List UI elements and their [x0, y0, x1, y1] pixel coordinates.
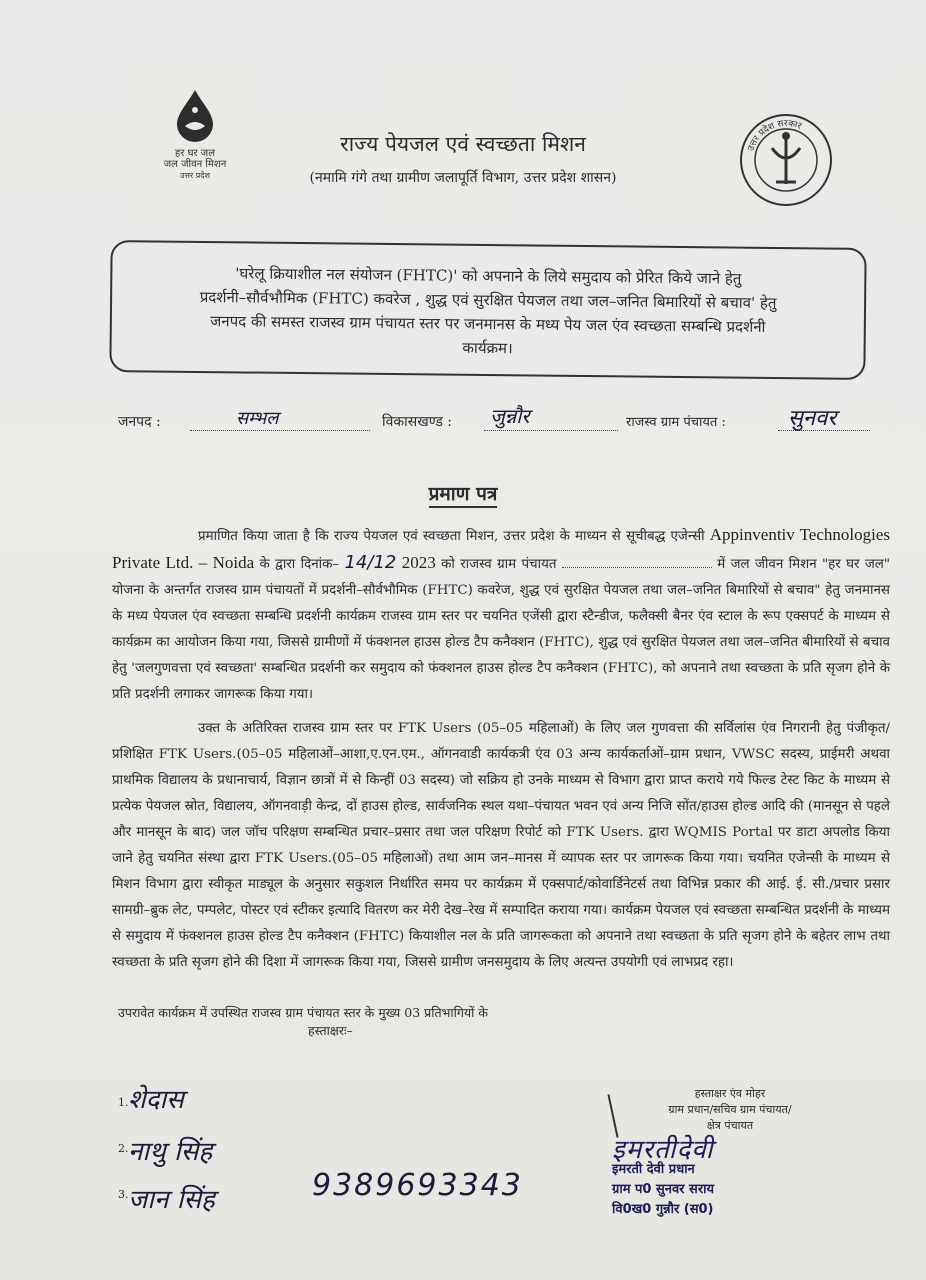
stamp-line-1: इमरती देवी प्रधान	[612, 1162, 695, 1177]
district-field	[190, 412, 370, 431]
svg-text:उत्तर प्रदेश सरकार	[746, 119, 803, 153]
pradhan-signature: इमरतीदेवी	[612, 1135, 714, 1165]
panchayat-blank	[562, 567, 712, 568]
date-year: 2023	[401, 553, 436, 572]
participant-signature-1: शेदास	[128, 1085, 184, 1115]
logo-text-1: हर घर जल	[175, 148, 215, 159]
participant-signature-2: नाथु सिंह	[128, 1137, 213, 1167]
sig2-number: 2.	[118, 1142, 129, 1155]
panchayat-label: राजस्व ग्राम पंचायत :	[626, 415, 726, 430]
district-value: सम्भल	[236, 408, 279, 429]
date-label: के द्वारा दिनांक–	[259, 557, 340, 572]
signature-intro	[118, 1004, 638, 1040]
subject-box	[109, 240, 866, 380]
district-label: जनपद :	[118, 414, 161, 430]
certificate-title	[0, 480, 926, 506]
logo-text-2: जल जीवन मिशन	[163, 159, 227, 170]
caption-line-1: हस्ताक्षर एंव मोहर	[694, 1087, 766, 1100]
pradhan-stamp	[612, 1135, 812, 1220]
subject-line-3: जनपद की समस्त राजस्व ग्राम पंचायत स्तर पर जनमानस के मध्य पेय जल एंव स्वच्छता सम्बन्धि प्रदर्शनी	[210, 312, 766, 336]
up-government-seal-icon	[738, 112, 834, 208]
caption-line-2: ग्राम प्रधान/सचिव ग्राम पंचायत/	[668, 1103, 792, 1116]
subject-line-4: कार्यक्रम।	[462, 338, 513, 358]
participant-signature-3: जान सिंह	[128, 1185, 215, 1215]
certificate-paragraph-2: उक्त के अतिरिक्त राजस्व ग्राम स्तर पर FTK Users (05–05 महिलाओं) के लिए जल गुणवत्ता की सर्विलांस एंव निगरानी हेतु पंजीकृत/प्रशिक्षित FTK Users.(05–05 महिलाओं–आशा,ए.एन.एम., ऑगनवाडी कार्यकत्री एंव 03 अन्य कार्यकर्ताओं–ग्राम प्रधान, VWSC सदस्य, प्राईमरी अथवा प्राथमिक विद्यालय के प्रधानाचार्य, विज्ञान छात्रों में से किन्हीं 03 सदस्य) जो सक्रिय हो उनके माध्यम से विभाग द्वारा प्राप्त कराये गये फिल्ड टेस्ट किट के माध्यम से प्रत्येक पेयजल स्रोत, विद्यालय, ऑगनवाड़ी केन्द्र, दों हाउस होल्ड, सार्वजनिक स्थल यथा–पंचायत भवन एवं अन्य निजि सोंत/हाउस होल्ड आदि की (मानसून से पहले और मानसून के बाद) जल जॉच परिक्षण सम्बन्धित प्रचार–प्रसार तथा जल परिक्षण रिपोर्ट को FTK Users. द्वारा WQMIS Portal पर डाटा अपलोड किया जाने हेतु चयनित संस्था द्वारा FTK Users.(05–05 महिलाओं) तथा आम जन–मानस में व्यापक स्तर पर जागरूक किया गया। चयनित एजेन्सी के माध्यम से मिशन विभाग द्वारा स्वीकृत माड्यूल के अनुसार सकुशल निर्धारित समय पर कार्यक्रम में एक्सपार्ट/कोवार्डिनेटर्स तथा विभिन्न प्रकार की आई. ई. सी./प्रचार प्रसार सामग्री–ब्रुक लेट, पम्पलेट, पोस्टर एवं स्टीकर इत्यादि वितरण कर मेरी देख–रेख में सम्पादित कराया गया। कार्यक्रम पेयजल एवं स्वच्छता सम्बन्धित प्रदर्शनी के माध्यम से समुदाय में फंक्शनल हाउस होल्ड टैप कनैक्शन (FHTC) कियाशील नल के प्रति जागरूकता को अपनाने तथा स्वच्छता के प्रति सृजग होने के बहेतर लाभ तथा स्वच्छता के प्रति सृजग होने की दिशा में जागरूक किया गया, जिससे ग्रामीण जनसमुदाय के लिए अत्यन्त उपयोगी एवं लाभप्रद रहा।	[112, 721, 890, 970]
stamp-line-2: ग्राम प0 सुनवर सराय	[612, 1182, 715, 1197]
subject-line-1: 'घरेलू क्रियाशील नल संयोजन (FHTC)' को अपनाने के लिये समुदाय को प्रेरित किये जाने हेतु	[235, 264, 742, 288]
page-title: राज्य पेयजल एवं स्वच्छता मिशन	[340, 132, 586, 156]
sig3-number: 3.	[118, 1188, 129, 1201]
signature-intro-line-2: हस्ताक्षरः–	[308, 1023, 353, 1038]
agency-name: Appinventiv Technologies Private Ltd. – Noida	[112, 525, 890, 572]
para1-panchayat-label: को राजस्व ग्राम पंचायत	[441, 557, 557, 572]
seal-text: उत्तर प्रदेश सरकार	[746, 118, 803, 153]
authority-signature-caption	[630, 1086, 830, 1134]
para1-intro: प्रमाणित किया जाता है कि राज्य पेयजल एवं स्वच्छता मिशन, उत्तर प्रदेश के माध्यन से सूचीबद्ध एजेन्सी	[198, 529, 705, 544]
para1-body: में जल जीवन मिशन "हर घर जल" योजना के अन्तर्गत राजस्व ग्राम पंचायतों में प्रदर्शनी–सौर्वभौमिक (FHTC) कवरेज, शुद्ध एवं सुरक्षित पेयजल तथा जल–जनित बिमारियों से बचाव" हेतु जनमानस के मध्य पेयजल एंव स्वच्छता सम्बन्धि प्रदर्शनी कार्यक्रम राजस्व ग्राम स्तर पर चयनित एजेंसी द्वारा स्टैन्डीज, फलैक्सी बैनर एंव स्टाल के रूप एक्सपर्ट के माध्यम से कार्यक्रम का आयोजन किया गया, जिससे ग्रामीणों में फंक्शनल हाउस होल्ड टैप कनैक्शन (FHTC), शुद्ध एवं सुरक्षित पेयजल तथा जल–जनित बीमारियों से बचाव हेतु 'जलगुणवत्ता एवं स्वच्छता' सम्बन्धित प्रदर्शनी कर समुदाय को फंक्शनल हाउस होल्ड टैप कनैक्शन (FHTC), को अपनाने तथा स्वच्छता के प्रति सृजग होने के प्रति प्रदर्शनी लगाकर जागरूक किया गया।	[112, 557, 891, 702]
caption-line-3: क्षेत्र पंचायत	[706, 1119, 754, 1132]
sig1-number: 1.	[118, 1096, 129, 1109]
certificate-title-text: प्रमाण पत्र	[429, 483, 498, 508]
block-label: विकासखण्ड :	[382, 414, 453, 430]
date-handwritten: 14/12	[344, 552, 397, 573]
certificate-paragraph-1	[112, 522, 890, 708]
logo-text-3: उत्तर प्रदेश	[180, 171, 210, 180]
panchayat-value: सुनवर	[788, 406, 837, 431]
phone-number: 9389693343	[312, 1168, 523, 1203]
subject-line-2: प्रदर्शनी–सौर्वभौमिक (FHTC) कवरेज , शुद्ध एवं सुरक्षित पेयजल तथा जल–जनित बिमारियों से बचाव' हेतु	[199, 287, 777, 313]
signature-intro-line-1: उपरावेत कार्यक्रम में उपस्थित राजस्व ग्राम पंचायत स्तर के मुख्य 03 प्रतिभागियों के	[118, 1005, 488, 1020]
stamp-line-3: वि0ख0 गुन्नौर (स0)	[612, 1202, 714, 1217]
caption-bracket	[607, 1094, 618, 1137]
page-subtitle: (नमामि गंगे तथा ग्रामीण जलापूर्ति विभाग, उत्तर प्रदेश शासन)	[309, 170, 617, 186]
block-value: जुन्नौर	[490, 404, 530, 428]
